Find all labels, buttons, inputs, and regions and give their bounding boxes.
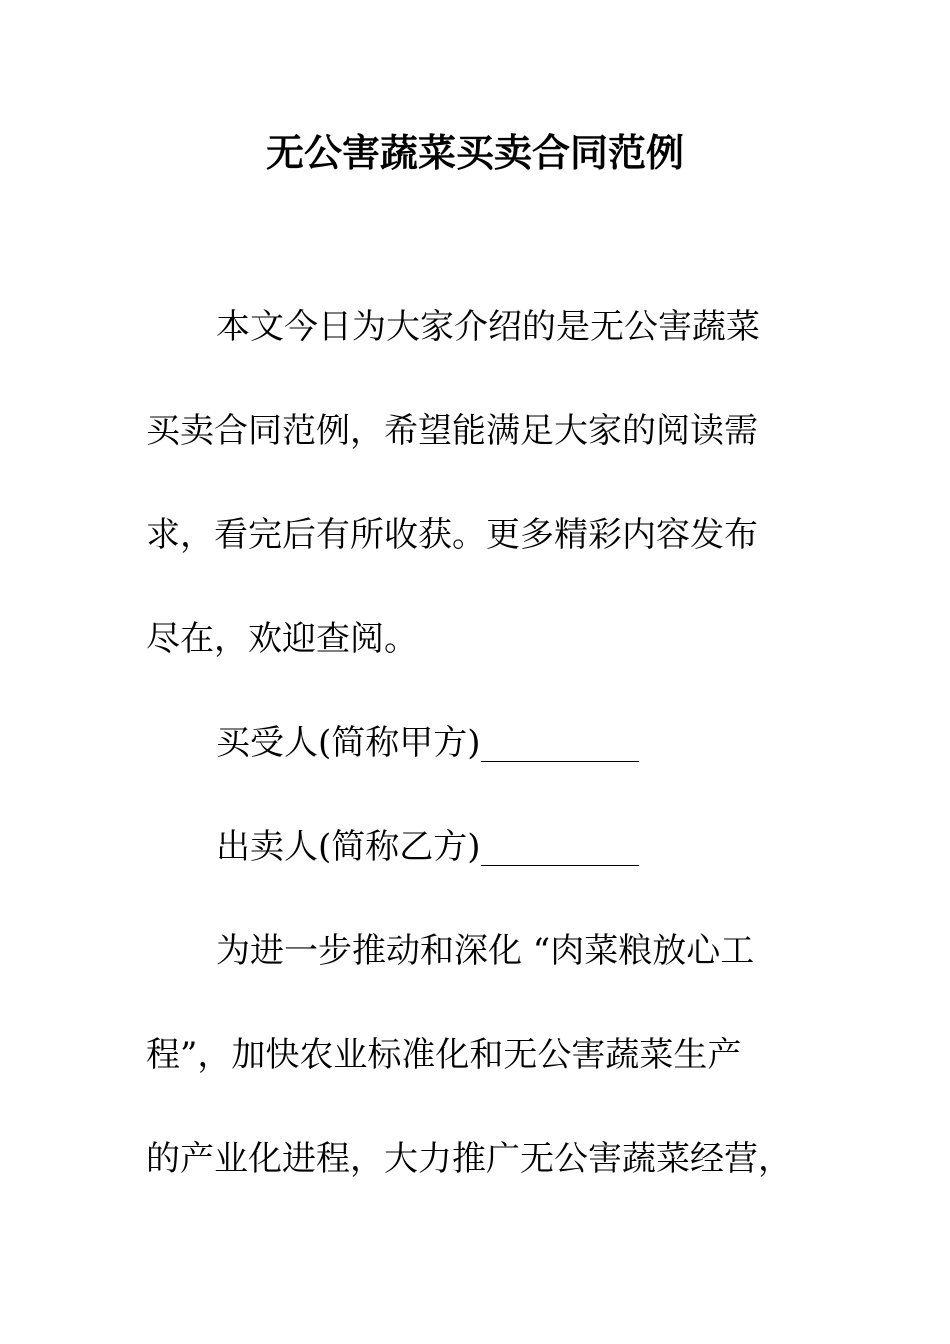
seller-blank-field[interactable] xyxy=(481,831,639,866)
buyer-blank-field[interactable] xyxy=(481,727,639,762)
document-body xyxy=(146,275,806,1211)
seller-label: 出卖人(简称乙方) xyxy=(216,827,481,867)
intro-line-2: 买卖合同范例，希望能满足大家的阅读需 xyxy=(146,411,758,451)
intro-line-4: 尽在，欢迎查阅。 xyxy=(146,619,418,659)
document-title: 无公害蔬菜买卖合同范例 xyxy=(265,130,684,175)
purpose-line-3: 的产业化进程，大力推广无公害蔬菜经营， xyxy=(146,1139,792,1179)
buyer-label: 买受人(简称甲方) xyxy=(216,723,481,763)
intro-line-1: 本文今日为大家介绍的是无公害蔬菜 xyxy=(216,307,760,347)
intro-line-3: 求，看完后有所收获。更多精彩内容发布 xyxy=(146,515,758,555)
purpose-line-2: 程”，加快农业标准化和无公害蔬菜生产 xyxy=(146,1035,742,1075)
seller-line xyxy=(146,795,806,899)
purpose-line-1: 为进一步推动和深化 “肉菜粮放心工 xyxy=(216,931,755,971)
buyer-line xyxy=(146,691,806,795)
